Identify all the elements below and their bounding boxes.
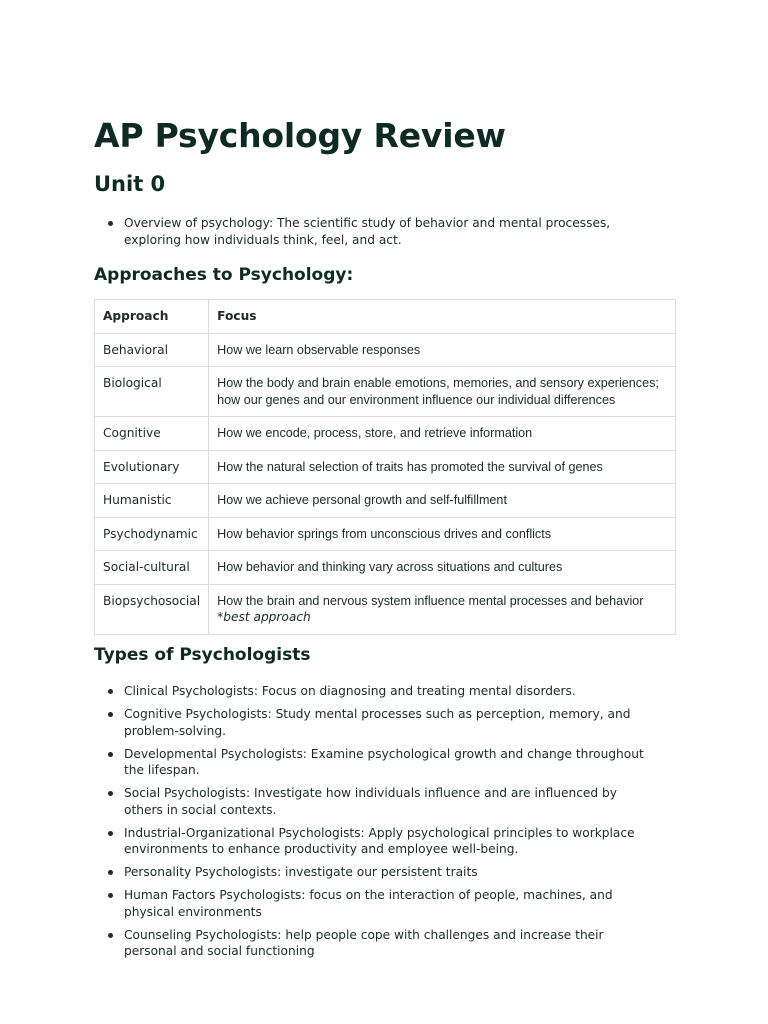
approach-note — [217, 609, 667, 626]
focus-cell: How behavior and thinking vary across situations and cultures — [209, 551, 676, 585]
table-row — [95, 484, 676, 518]
approach-cell: Biopsychosocial — [95, 584, 209, 634]
approach-cell: Psychodynamic — [95, 517, 209, 551]
list-item: Human Factors Psychologists: focus on the interaction of people, machines, and physical environments — [94, 887, 644, 920]
column-header-focus: Focus — [209, 300, 676, 334]
focus-cell: How the body and brain enable emotions, memories, and sensory experiences; how our genes and our environment influence our individual differences — [209, 367, 676, 417]
list-item: Industrial-Organizational Psychologists: Apply psychological principles to workplace environments to enhance productivity and employee well-being. — [94, 825, 644, 858]
table-row — [95, 517, 676, 551]
approach-cell: Cognitive — [95, 417, 209, 451]
focus-cell: How we encode, process, store, and retrieve information — [209, 417, 676, 451]
table-row — [95, 417, 676, 451]
focus-cell: How we learn observable responses — [209, 333, 676, 367]
unit-heading: Unit 0 — [94, 172, 166, 196]
table-row — [95, 551, 676, 585]
focus-cell — [209, 584, 676, 634]
table-header-row — [95, 300, 676, 334]
table-row — [95, 450, 676, 484]
focus-cell: How we achieve personal growth and self-fulfillment — [209, 484, 676, 518]
table-row — [95, 367, 676, 417]
note-text: best approach — [223, 610, 311, 624]
list-item: Developmental Psychologists: Examine psychological growth and change throughout the lifespan. — [94, 746, 644, 779]
list-item: Cognitive Psychologists: Study mental processes such as perception, memory, and problem-solving. — [94, 706, 644, 739]
approach-cell: Humanistic — [95, 484, 209, 518]
types-heading: Types of Psychologists — [94, 645, 311, 665]
list-item: Clinical Psychologists: Focus on diagnosing and treating mental disorders. — [94, 683, 644, 700]
approach-cell: Behavioral — [95, 333, 209, 367]
document-title: AP Psychology Review — [94, 116, 506, 155]
list-item: Social Psychologists: Investigate how individuals influence and are influenced by others in social contexts. — [94, 785, 644, 818]
table-row — [95, 333, 676, 367]
approaches-heading: Approaches to Psychology: — [94, 265, 354, 285]
focus-text: How the brain and nervous system influence mental processes and behavior — [217, 593, 644, 608]
approach-cell: Evolutionary — [95, 450, 209, 484]
types-list — [94, 683, 644, 966]
table-row — [95, 584, 676, 634]
list-item: Counseling Psychologists: help people cope with challenges and increase their personal and social functioning — [94, 927, 644, 960]
approach-cell: Biological — [95, 367, 209, 417]
list-item: Personality Psychologists: investigate our persistent traits — [94, 864, 644, 881]
column-header-approach: Approach — [95, 300, 209, 334]
focus-cell: How the natural selection of traits has promoted the survival of genes — [209, 450, 676, 484]
note-prefix: * — [217, 610, 224, 624]
approaches-table — [94, 299, 676, 635]
focus-cell: How behavior springs from unconscious drives and conflicts — [209, 517, 676, 551]
overview-list — [94, 215, 644, 248]
list-item: Overview of psychology: The scientific study of behavior and mental processes, exploring how individuals think, feel, and act. — [94, 215, 644, 248]
approach-cell: Social-cultural — [95, 551, 209, 585]
